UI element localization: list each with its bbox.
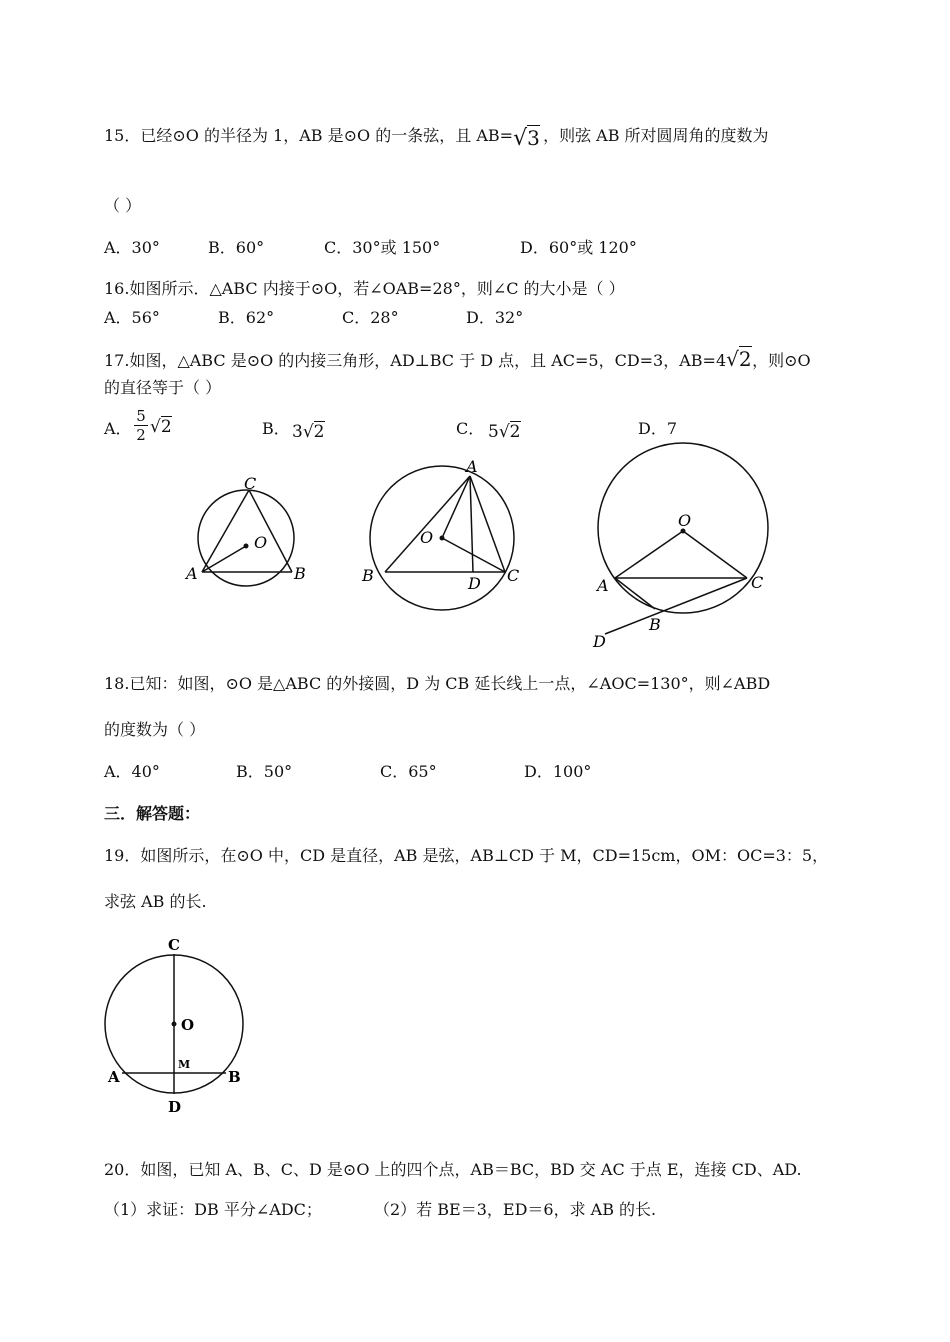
figure-3-circle-extension [585,440,785,655]
label-c: C [507,566,520,585]
center-dot [440,536,445,541]
label-c: C [751,573,764,592]
q17-line1 [104,349,811,371]
segment-ad [470,476,473,572]
label-c: C [244,476,257,493]
q19-line2: 求弦 AB 的长. [104,892,207,911]
label-d: D [468,574,481,593]
segment-ab [615,578,655,609]
fraction-numerator: 5 [134,407,148,426]
q16-option-a: A．56° [104,308,160,327]
label-a: A [597,576,609,595]
label-b: B [649,615,661,634]
label-m: M [178,1058,191,1071]
q20-line1: 20．如图，已知 A、B、C、D 是⊙O 上的四个点，AB＝BC，BD 交 AC 于点 E，连接 CD、AD. [104,1160,802,1179]
q18-line2: 的度数为（ ） [104,720,206,739]
q18-option-a: A．40° [104,762,160,781]
sqrt3-radical: √3 [513,126,540,151]
label-o: O [254,533,268,552]
coef: 5 [488,422,499,442]
sqrt3-value: 3 [527,126,540,150]
q17-option-b-value: 3√2 [292,422,325,442]
label-a: A [108,1068,120,1086]
q15-option-b: B．60° [208,238,265,257]
sqrt-value: 2 [509,422,521,442]
segment-oa [615,531,683,578]
q18-option-b: B．50° [236,762,293,781]
q16-option-d: D．32° [466,308,524,327]
label-o: O [420,528,434,547]
q15-option-c: C．30°或 150° [324,238,441,257]
label-d: D [168,1098,182,1116]
q15-post: ，则弦 AB 所对圆周角的度数为 [543,126,769,145]
q17-post: ，则⊙O [752,351,811,370]
center-dot [172,1022,177,1027]
segment-ca [202,490,249,572]
q16-text: 16.如图所示．△ABC 内接于⊙O，若∠OAB=28°，则∠C 的大小是（ ） [104,279,625,298]
q16-option-b: B．62° [218,308,275,327]
q17-line2: 的直径等于（ ） [104,378,222,397]
q18-line1: 18.已知：如图，⊙O 是△ABC 的外接圆，D 为 CB 延长线上一点，∠AOC=130°，则∠ABD [104,674,771,693]
segment-ac [470,476,505,572]
q17-option-a-label: A． [104,419,132,438]
sqrt2-value: 2 [738,347,752,371]
q16-option-c: C．28° [342,308,399,327]
sqrt-value: 2 [313,422,325,442]
q18-option-d: D．100° [524,762,592,781]
q17-pre: 17.如图，△ABC 是⊙O 的内接三角形，AD⊥BC 于 D 点，且 AC=5，CD=3，AB=4 [104,351,727,370]
q18-option-c: C．65° [380,762,437,781]
q17-option-a-fraction [134,407,148,444]
label-o: O [678,511,692,530]
q17-option-a-sqrt: √2 [150,417,172,437]
q19-line1: 19．如图所示，在⊙O 中，CD 是直径，AB 是弦，AB⊥CD 于 M，CD=15cm，OM：OC=3：5， [104,846,829,865]
label-a: A [186,564,198,583]
q15-paren: （ ） [104,196,142,215]
fraction-denominator: 2 [136,426,146,444]
q17-option-b-label: B． [262,419,290,438]
q15-pre: 15．已经⊙O 的半径为 1，AB 是⊙O 的一条弦，且 AB= [104,126,514,145]
segment-ab [385,476,470,572]
q20-part1: （1）求证：DB 平分∠ADC； [104,1200,322,1219]
sqrt-value: 2 [160,417,172,437]
q17-option-d: D．7 [638,419,678,438]
label-b: B [294,564,306,583]
label-b: B [362,566,374,585]
q15-line1 [104,124,769,151]
label-a: A [466,458,478,476]
figure-4-diameter-chord [100,932,260,1122]
label-o: O [181,1016,195,1034]
coef: 3 [292,422,303,442]
segment-ao [442,476,470,538]
figure-1-circle-triangle [180,476,320,606]
q20-part2: （2）若 BE＝3，ED＝6，求 AB 的长. [374,1200,657,1219]
q15-option-a: A．30° [104,238,160,257]
figure-2-circle-altitude [358,458,528,618]
label-b: B [228,1068,241,1086]
q17-option-c-label: C． [456,419,485,438]
segment-oc [683,531,747,578]
label-c: C [168,936,180,954]
q17-option-c-value: 5√2 [488,422,521,442]
label-d: D [593,632,606,651]
sqrt2-radical: √2 [726,347,752,371]
q15-option-d: D．60°或 120° [520,238,637,257]
center-dot [244,544,249,549]
section-heading: 三．解答题： [104,804,201,823]
segment-cb [249,490,292,572]
